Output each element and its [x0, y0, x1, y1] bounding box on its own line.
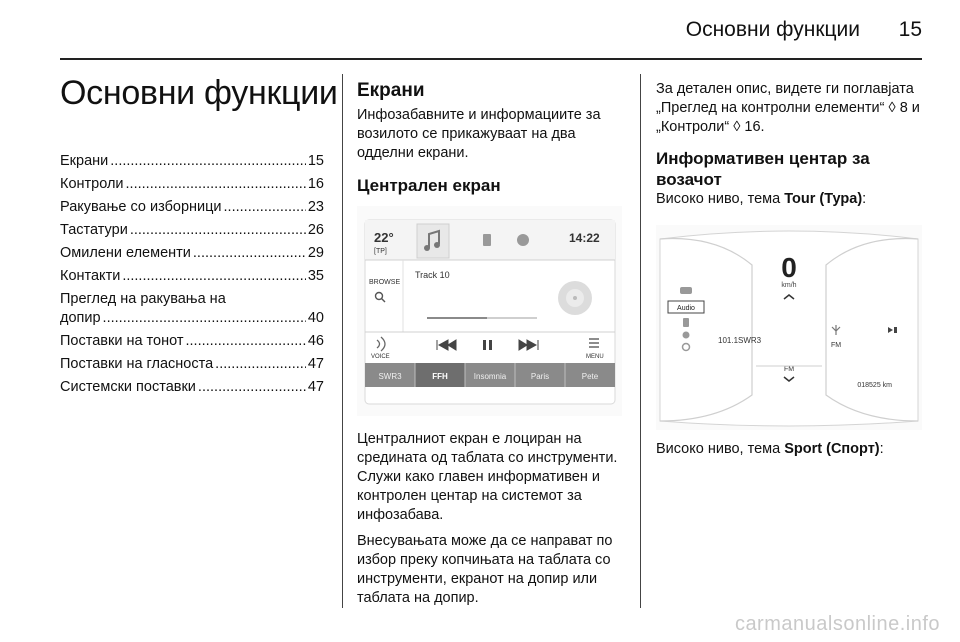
- toc-item[interactable]: Омилени елементи ..... 29: [60, 244, 324, 263]
- central-screen-figure: [357, 206, 622, 416]
- screen-tp: [TP]: [374, 248, 387, 255]
- preset-button[interactable]: Insomnia: [473, 372, 507, 381]
- watermark: carmanualsonline.info: [734, 613, 940, 635]
- phone-icon: [683, 318, 689, 327]
- high-level-sport-caption: Високо ниво, тема Sport (Спорт):: [656, 441, 884, 457]
- odometer: 018525 km: [857, 382, 892, 389]
- column-divider-left: [342, 74, 343, 608]
- central-screen-illustration: [357, 206, 622, 416]
- detail-reference-text: За детален опис, видете ги поглавјата „Преглед на контролни елементи“ ◊ 8 и „Контроли“ ◊ 16.: [656, 81, 920, 135]
- toc-item[interactable]: Екрани ..... 15: [60, 152, 324, 171]
- section-heading: Екрани: [357, 80, 425, 101]
- central-screen-heading: Централен екран: [357, 176, 501, 195]
- screens-section: [357, 80, 625, 196]
- central-screen-description: [357, 430, 627, 608]
- speed-readout: 0: [781, 252, 797, 283]
- toc-item[interactable]: Преглед на ракувања на допир ..... 40: [60, 290, 324, 328]
- speed-unit: km/h: [781, 282, 797, 289]
- car-icon: [680, 287, 692, 294]
- running-header-title: Основни функции: [685, 18, 860, 41]
- preset-button[interactable]: Paris: [530, 372, 550, 381]
- pause-icon: [483, 340, 486, 350]
- track-title: Track 10: [415, 270, 450, 280]
- toc-item[interactable]: Поставки на гласноста ..... 47: [60, 355, 324, 374]
- svg-text:MENU: MENU: [586, 354, 604, 360]
- cluster-illustration: [656, 225, 922, 430]
- svg-text:VOICE: VOICE: [371, 354, 390, 360]
- toc-item[interactable]: Поставки на тонот ..... 46: [60, 332, 324, 351]
- info-icon: [517, 234, 529, 246]
- band-selector: FM: [783, 366, 795, 373]
- toc-item[interactable]: Тастатури ..... 26: [60, 221, 324, 240]
- info-icon: [683, 332, 690, 339]
- station-name: 101.1SWR3: [718, 336, 762, 345]
- driver-info-section: [656, 80, 926, 209]
- toc-item[interactable]: Контроли ..... 16: [60, 175, 324, 194]
- header-rule: [60, 58, 922, 60]
- phone-icon: [483, 234, 491, 246]
- preset-button[interactable]: FFH: [432, 372, 448, 381]
- column-divider-right: [640, 74, 641, 608]
- cluster-tour-figure: [656, 225, 922, 430]
- preset-button[interactable]: SWR3: [378, 372, 402, 381]
- band-indicator: FM: [830, 342, 842, 349]
- preset-button[interactable]: Pete: [581, 372, 599, 381]
- central-paragraph-2: Внесувањата може да се направат по избор преку копчињата на таблата со инструменти, екранот на допир или таблата на допир.: [357, 533, 613, 606]
- audio-menu-item[interactable]: Audio: [677, 305, 695, 312]
- high-level-tour-caption: Високо ниво, тема Tour (Тура):: [656, 191, 867, 207]
- screen-temperature: 22°: [374, 230, 394, 245]
- screen-time: 14:22: [569, 231, 600, 245]
- page-number: 15: [898, 18, 922, 41]
- driver-info-heading: Информативен центар за возачот: [656, 149, 870, 189]
- table-of-contents: [60, 152, 324, 401]
- central-paragraph-1: Централниот екран е лоциран на средината од таблата со инструменти. Служи како главен информативен и контролен центар на системот за инфозабава.: [357, 431, 618, 523]
- intro-paragraph: Инфозабавните и информациите за возилото се прикажуваат на два одделни екрани.: [357, 107, 601, 161]
- toc-item[interactable]: Ракување со изборници ..... 23: [60, 198, 324, 217]
- toc-item[interactable]: Контакти ..... 35: [60, 267, 324, 286]
- toc-item[interactable]: Системски поставки ..... 47: [60, 378, 324, 397]
- browse-label[interactable]: BROWSE: [369, 279, 401, 286]
- chapter-title: Основни функции: [60, 74, 338, 112]
